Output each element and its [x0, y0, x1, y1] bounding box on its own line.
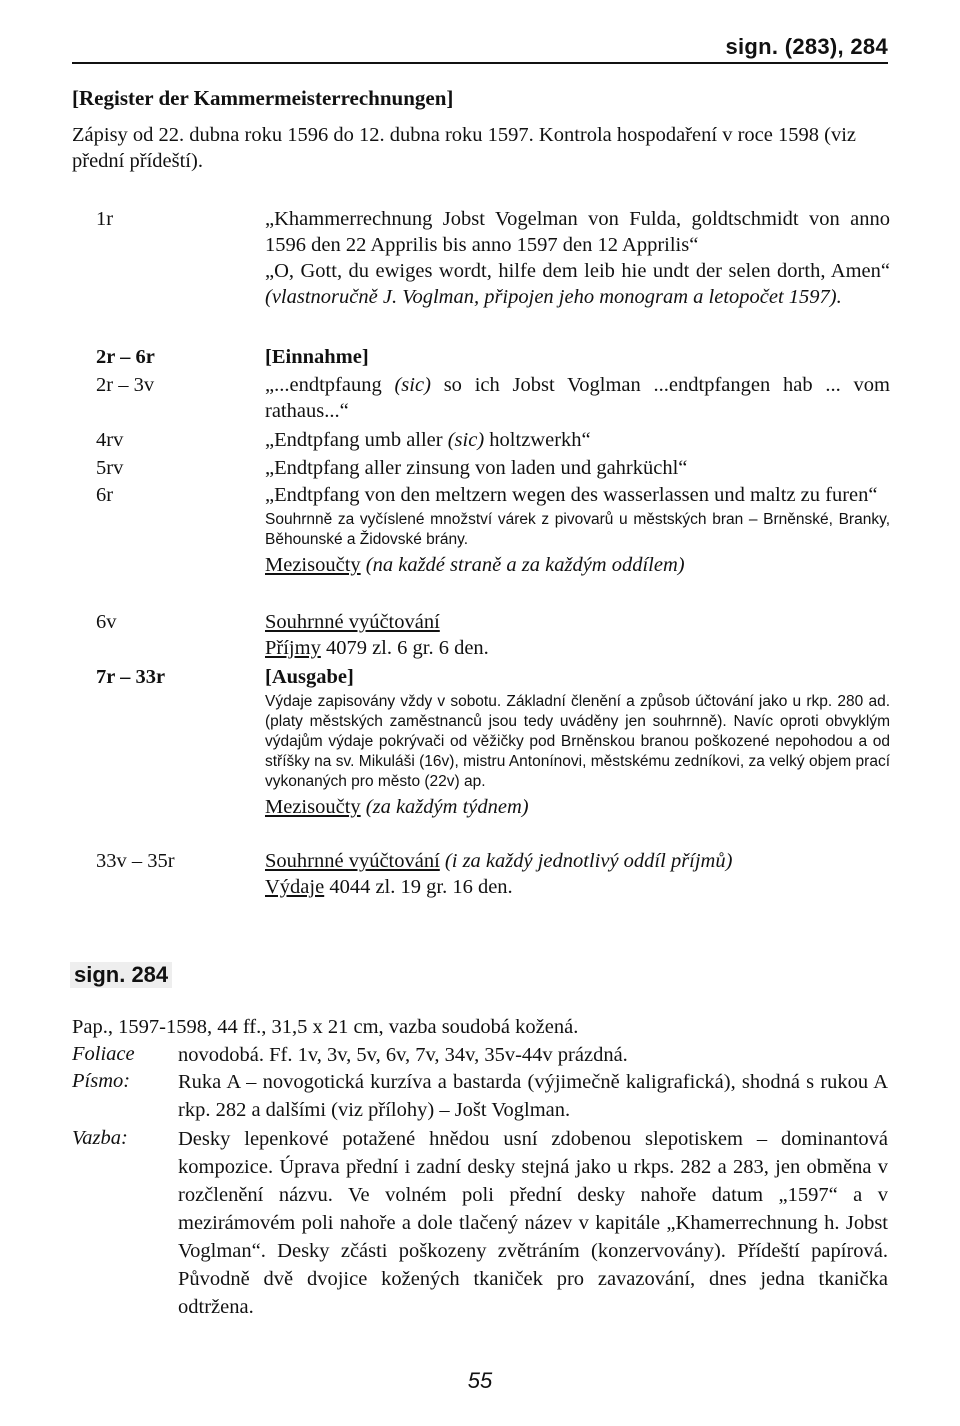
summary-note: (i za každý jednotlivý oddíl příjmů) — [444, 850, 733, 872]
folio: 2r – 3v — [96, 374, 155, 396]
folio: 33v – 35r — [96, 850, 175, 872]
definition-label: Písmo: — [72, 1070, 131, 1092]
entry-quote: holtzwerkh“ — [489, 429, 591, 451]
header-rule — [72, 62, 888, 64]
total-label: Příjmy — [265, 637, 321, 659]
entry-body — [265, 609, 890, 661]
entry-note: Výdaje zapisovány vždy v sobotu. Základní členění a způsob účtování jako u rkp. 280 ad. (platy městských zaměstnanců jsou tedy uváděny jen souhrnně). Navíc oproti obvyklým výdajům výdaje pokrývači od věžičky pod Brněnskou branou poškozené nepohodou a od stříšky na sv. Mikuláši (16v), mistru Antonínovi, městskému zedníkovi, za velký objem prací vykonaných pro město (22v) ap. — [265, 693, 890, 790]
entry-quote: „O, Gott, du ewiges wordt, hilfe dem leib hie undt der selen dorth, Amen“ — [265, 260, 890, 282]
entry-body — [265, 206, 890, 310]
entry-quote: „...endtpfaung — [265, 374, 382, 396]
physical-description: Pap., 1597-1598, 44 ff., 31,5 x 21 cm, vazba soudobá kožená. — [72, 1016, 579, 1038]
document-title: [Register der Kammermeisterrechnungen] — [72, 86, 454, 110]
definition-label: Foliace — [72, 1043, 135, 1065]
entry-body — [265, 344, 890, 370]
folio: 2r – 6r — [96, 346, 155, 368]
entry-body — [265, 427, 890, 453]
entry-quote: „Endtpfang umb aller — [265, 429, 443, 451]
subtotal-note: (za každým týdnem) — [365, 796, 529, 818]
folio: 1r — [96, 208, 114, 230]
total-value: 4079 zl. 6 gr. 6 den. — [325, 637, 489, 659]
definition-text: Desky lepenkové potažené hnědou usní zdobenou slepotiskem – dominantová kompozice. Úprava přední i zadní desky stejná jako u rkps. 282 a 283, jen obměna v rozčlenění názvu. Ve volném poli přední desky nahoře datum „1597“ a v mezirámovém poli nahoře a dole tlačený název v kapitále „Khamerrechnung h. Jobst Voglman“. Desky zčásti poškozeny zvětráním (konzervovány). Přídeští papírová. Původně dvě dvojice kožených tkaniček pro zavazování, dnes jedna tkanička odtržena. — [178, 1128, 888, 1318]
running-head: sign. (283), 284 — [725, 34, 888, 59]
entry-quote: so ich Jobst Voglman ...endtpfangen hab ... vom rathaus...“ — [265, 374, 890, 422]
entry-body — [265, 455, 890, 481]
summary-label: Souhrnné vyúčtování — [265, 850, 440, 872]
section-label: sign. 284 — [70, 962, 172, 988]
entry-quote: „Endtpfang aller zinsung von laden und gahrküchl“ — [265, 457, 688, 479]
total-label: Výdaje — [265, 876, 325, 898]
entry-body — [265, 664, 890, 820]
entry-body — [265, 848, 890, 900]
sic-mark: (sic) — [394, 374, 431, 396]
subtotal-label: Mezisoučty — [265, 554, 361, 576]
folio: 5rv — [96, 457, 124, 479]
subtotal-note: (na každé straně a za každým oddílem) — [365, 554, 685, 576]
entry-quote: „Endtpfang von den meltzern wegen des wasserlassen und maltz zu furen“ — [265, 484, 878, 506]
section-heading: [Einnahme] — [265, 346, 369, 368]
entry-body — [265, 372, 890, 424]
entry-body — [265, 482, 890, 578]
entry-quote: „Khammerrechnung Jobst Vogelman von Fulda, goldtschmidt von anno 1596 den 22 Apprilis bis anno 1597 den 12 Apprilis“ — [265, 208, 890, 256]
entry-note: (vlastnoručně J. Voglman, připojen jeho monogram a letopočet 1597). — [265, 286, 842, 308]
folio: 6r — [96, 484, 114, 506]
folio: 7r – 33r — [96, 666, 166, 688]
folio: 6v — [96, 611, 117, 633]
entry-note: Souhrnně za vyčíslené množství várek z pivovarů u městských bran – Brněnské, Branky, Běhounské a Židovské brány. — [265, 511, 890, 548]
summary-label: Souhrnné vyúčtování — [265, 611, 440, 633]
page-number: 55 — [467, 1368, 493, 1393]
total-value: 4044 zl. 19 gr. 16 den. — [329, 876, 513, 898]
definition-text: novodobá. Ff. 1v, 3v, 5v, 6v, 7v, 34v, 35v-44v prázdná. — [178, 1044, 628, 1066]
subtotal-label: Mezisoučty — [265, 796, 361, 818]
definition-text: Ruka A – novogotická kurzíva a bastarda (výjimečně kaligrafická), shodná s rukou A rkp. 282 a dalšími (viz přílohy) – Jošt Voglman. — [178, 1071, 888, 1121]
section-heading: [Ausgabe] — [265, 666, 354, 688]
folio: 4rv — [96, 429, 124, 451]
intro-paragraph: Zápisy od 22. dubna roku 1596 do 12. dubna roku 1597. Kontrola hospodaření v roce 1598 (viz přední přídeští). — [72, 124, 856, 172]
definition-label: Vazba: — [72, 1127, 128, 1149]
sic-mark: (sic) — [447, 429, 485, 451]
